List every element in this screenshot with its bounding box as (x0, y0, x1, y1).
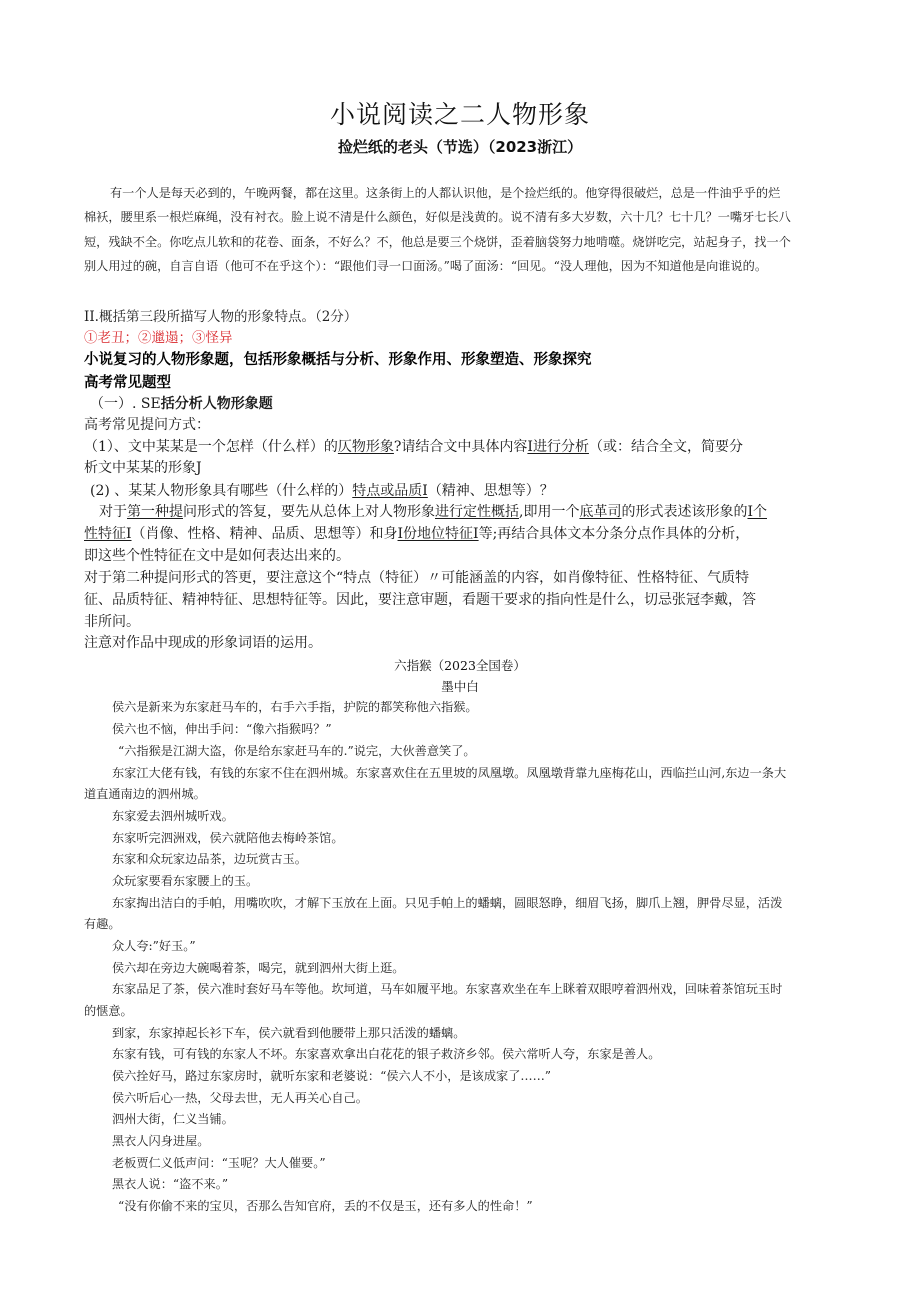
q2-line (90, 480, 554, 500)
a2-line-2: 征、品质特征、精神特征、思想特征等。因此，要注意审题，看题干要求的指向性是什么，切忌张冠李戴，答 (84, 592, 756, 608)
para1-line-1: 有一个人是每天必到的，午晚两餐，都在这里。这条街上的人都认识他，是个捡烂纸的。他穿得很破烂，总是一件油乎乎的烂 (110, 186, 781, 200)
q1-line-1 (84, 436, 743, 456)
story-line: 黑衣人闪身进屋。 (112, 1134, 210, 1148)
story-line: 侯六也不恼，伸出手问：“像六指猴吗？” (112, 722, 332, 736)
story-line: 侯六听后心一热，父母去世，无人再关心自己。 (112, 1091, 368, 1105)
a1-underline-c: 底革司 (579, 504, 622, 520)
a1-line-1 (99, 501, 767, 521)
story-line: 老板贾仁义低声问：“玉呢？大人催要。” (112, 1156, 326, 1170)
story-line: 到家，东家掉起长衫下车，侯六就看到他腰带上那只活泼的蟠螭。 (112, 1026, 466, 1040)
story-line: 泗州大街，仁义当铺。 (112, 1112, 234, 1126)
heading-main: 小说复习的人物形象题，包括形象概括与分析、形象作用、形象塑造、形象探究 (84, 352, 592, 368)
story-line: 东家听完泗洲戏，侯六就陪他去梅岭茶馆。 (112, 831, 344, 845)
story-line: 东家江大佬有钱，有钱的东家不住在泗州城。东家喜欢住在五里坡的凤凰墩。凤凰墩背靠九座梅花山，西临拦山河,东边一条大 (112, 766, 787, 780)
story-line: 侯六拴好马，路过东家房时，就听东家和老婆说：“侯六人不小，是该成家了……” (112, 1069, 552, 1083)
story-line: 东家和众玩家边品茶，边玩赏古玉。 (112, 852, 307, 866)
story-line: 众人夸:”好玉。” (112, 939, 196, 953)
answer-text: ①老丑；②邋遢；③怪异 (84, 330, 233, 346)
a1-text-d: 的形式表述该形象的 (621, 504, 748, 520)
a1-text-b: 问形式的答复，要先从总体上对人物形象 (183, 504, 435, 520)
question-text: II.概括第三段所描写人物的形象特点。（2分） (84, 309, 358, 325)
story-line: 东家掏出洁白的手帕，用嘴吹吹，才解下玉放在上面。只见手帕上的蟠螭，圆眼怒睁，细眉飞扬，脚爪上翘，胛骨尽显，活泼 (112, 896, 783, 910)
heading-section-1-prefix: （一）. SE (90, 396, 161, 412)
a1-line-3: 即这些个性特征在文中是如何表达出来的。 (84, 548, 350, 564)
q1-text-c: （或：结合全文，简要分 (588, 439, 743, 455)
q1-underline-b: I进行分析 (527, 439, 589, 455)
a1-text-f: 等;再结合具体文本分条分点作具体的分析， (478, 526, 750, 542)
story-author: 墨中白 (441, 679, 479, 694)
a2-line-3: 非所问。 (84, 614, 140, 630)
story-line: 东家有钱，可有钱的东家人不坏。东家喜欢拿出白花花的银子救济乡邻。侯六常听人夸，东家是善人。 (112, 1047, 661, 1061)
heading-section-1-bold: 括分析人物形象题 (160, 396, 273, 412)
page-title: 小说阅读之二人物形象 (329, 100, 590, 129)
q1-text-a: （1）、文中某某是一个怎样（什么样）的 (84, 439, 338, 455)
q2-text-a: (2) 、某某人物形象具有哪些（什么样的） (90, 483, 353, 499)
story-line: 东家品足了茶，侯六准时套好马车等他。坎坷道，马车如履平地。东家喜欢坐在车上眯着双眼哼着泗州戏，回味着茶馆玩玉时 (112, 982, 783, 996)
story-line: 有趣。 (84, 917, 121, 931)
heading-section-1 (90, 393, 273, 413)
story-line: 东家爱去泗州城听戏。 (112, 809, 234, 823)
a2-line-1: 对于第二种提问形式的答更，要注意这个“特点（特征）〃可能涵盖的内容，如肖像特征、性格特征、气质特 (84, 570, 750, 586)
q1-text-b: ?请结合文中具体内容 (393, 439, 528, 455)
para1-line-2: 棉袄，腰里系一根烂麻绳，没有衬衣。脸上说不清是什么颜色，好似是浅黄的。说不清有多大岁数，六十几？七十几？一嘴牙七长八 (84, 210, 791, 224)
a1-line-2 (84, 523, 749, 543)
para1-line-4: 别人用过的碗，自言自语（他可不在乎这个）：“跟他们寻一口面汤。”喝了面汤：“回见。“没人理他，因为不知道他是向谁说的。 (84, 259, 768, 273)
story-line: “没有你偷不来的宝贝，否那么告知官府，丢的不仅是玉，还有多人的性命！” (118, 1199, 533, 1213)
a1-underline-e: 性特征I (84, 526, 132, 542)
a1-text-e: （肖像、性格、精神、品质、思想等）和身 (131, 526, 398, 542)
heading-exam-types: 高考常见题型 (84, 375, 171, 391)
story-line: 众玩家要看东家腰上的玉。 (112, 874, 259, 888)
q2-underline: 特点或品质I (352, 483, 428, 499)
a1-text-c: ,即用一个 (519, 504, 580, 520)
q2-text-b: （精神、思想等）？ (427, 483, 554, 499)
a1-underline-b: 进行定性概括 (435, 504, 519, 520)
q1-line-2: 析文中某某的形象J (84, 460, 202, 476)
q1-underline-a: 仄物形象 (337, 439, 394, 455)
story-line: 的惬意。 (84, 1004, 133, 1018)
story-line: 黑衣人说：“盗不来。” (112, 1177, 229, 1191)
ask-ways-label: 高考常见提问方式： (84, 417, 210, 433)
story-line: 道直通南边的泗州城。 (84, 787, 206, 801)
a1-underline-a: 第一种提 (127, 504, 183, 520)
a1-underline-d: I个 (747, 504, 767, 520)
para1-line-3: 短，残缺不全。你吃点儿软和的花卷、面条，不好么？不，他总是要三个烧饼，歪着脑袋努力地啃噬。烧饼吃完，站起身子，找一个 (84, 235, 791, 249)
note-text: 注意对作品中现成的形象词语的运用。 (84, 635, 322, 651)
page-subtitle: 捡烂纸的老头（节选）（2023浙江） (337, 138, 583, 156)
story-line: “六指猴是江湖大盗，你是给东家赶马车的.”说完，大伙善意笑了。 (118, 744, 476, 758)
a1-underline-f: I份地位特征I (397, 526, 479, 542)
story-title: 六指猴（2023全国卷） (394, 658, 526, 673)
story-line: 侯六是新来为东家赶马车的，右手六手指，护院的都笑称他六指猴。 (112, 700, 478, 714)
a1-text-a: 对于 (99, 504, 127, 520)
story-line: 侯六却在旁边大碗喝着茶，喝完，就到泗州大街上逛。 (112, 961, 405, 975)
